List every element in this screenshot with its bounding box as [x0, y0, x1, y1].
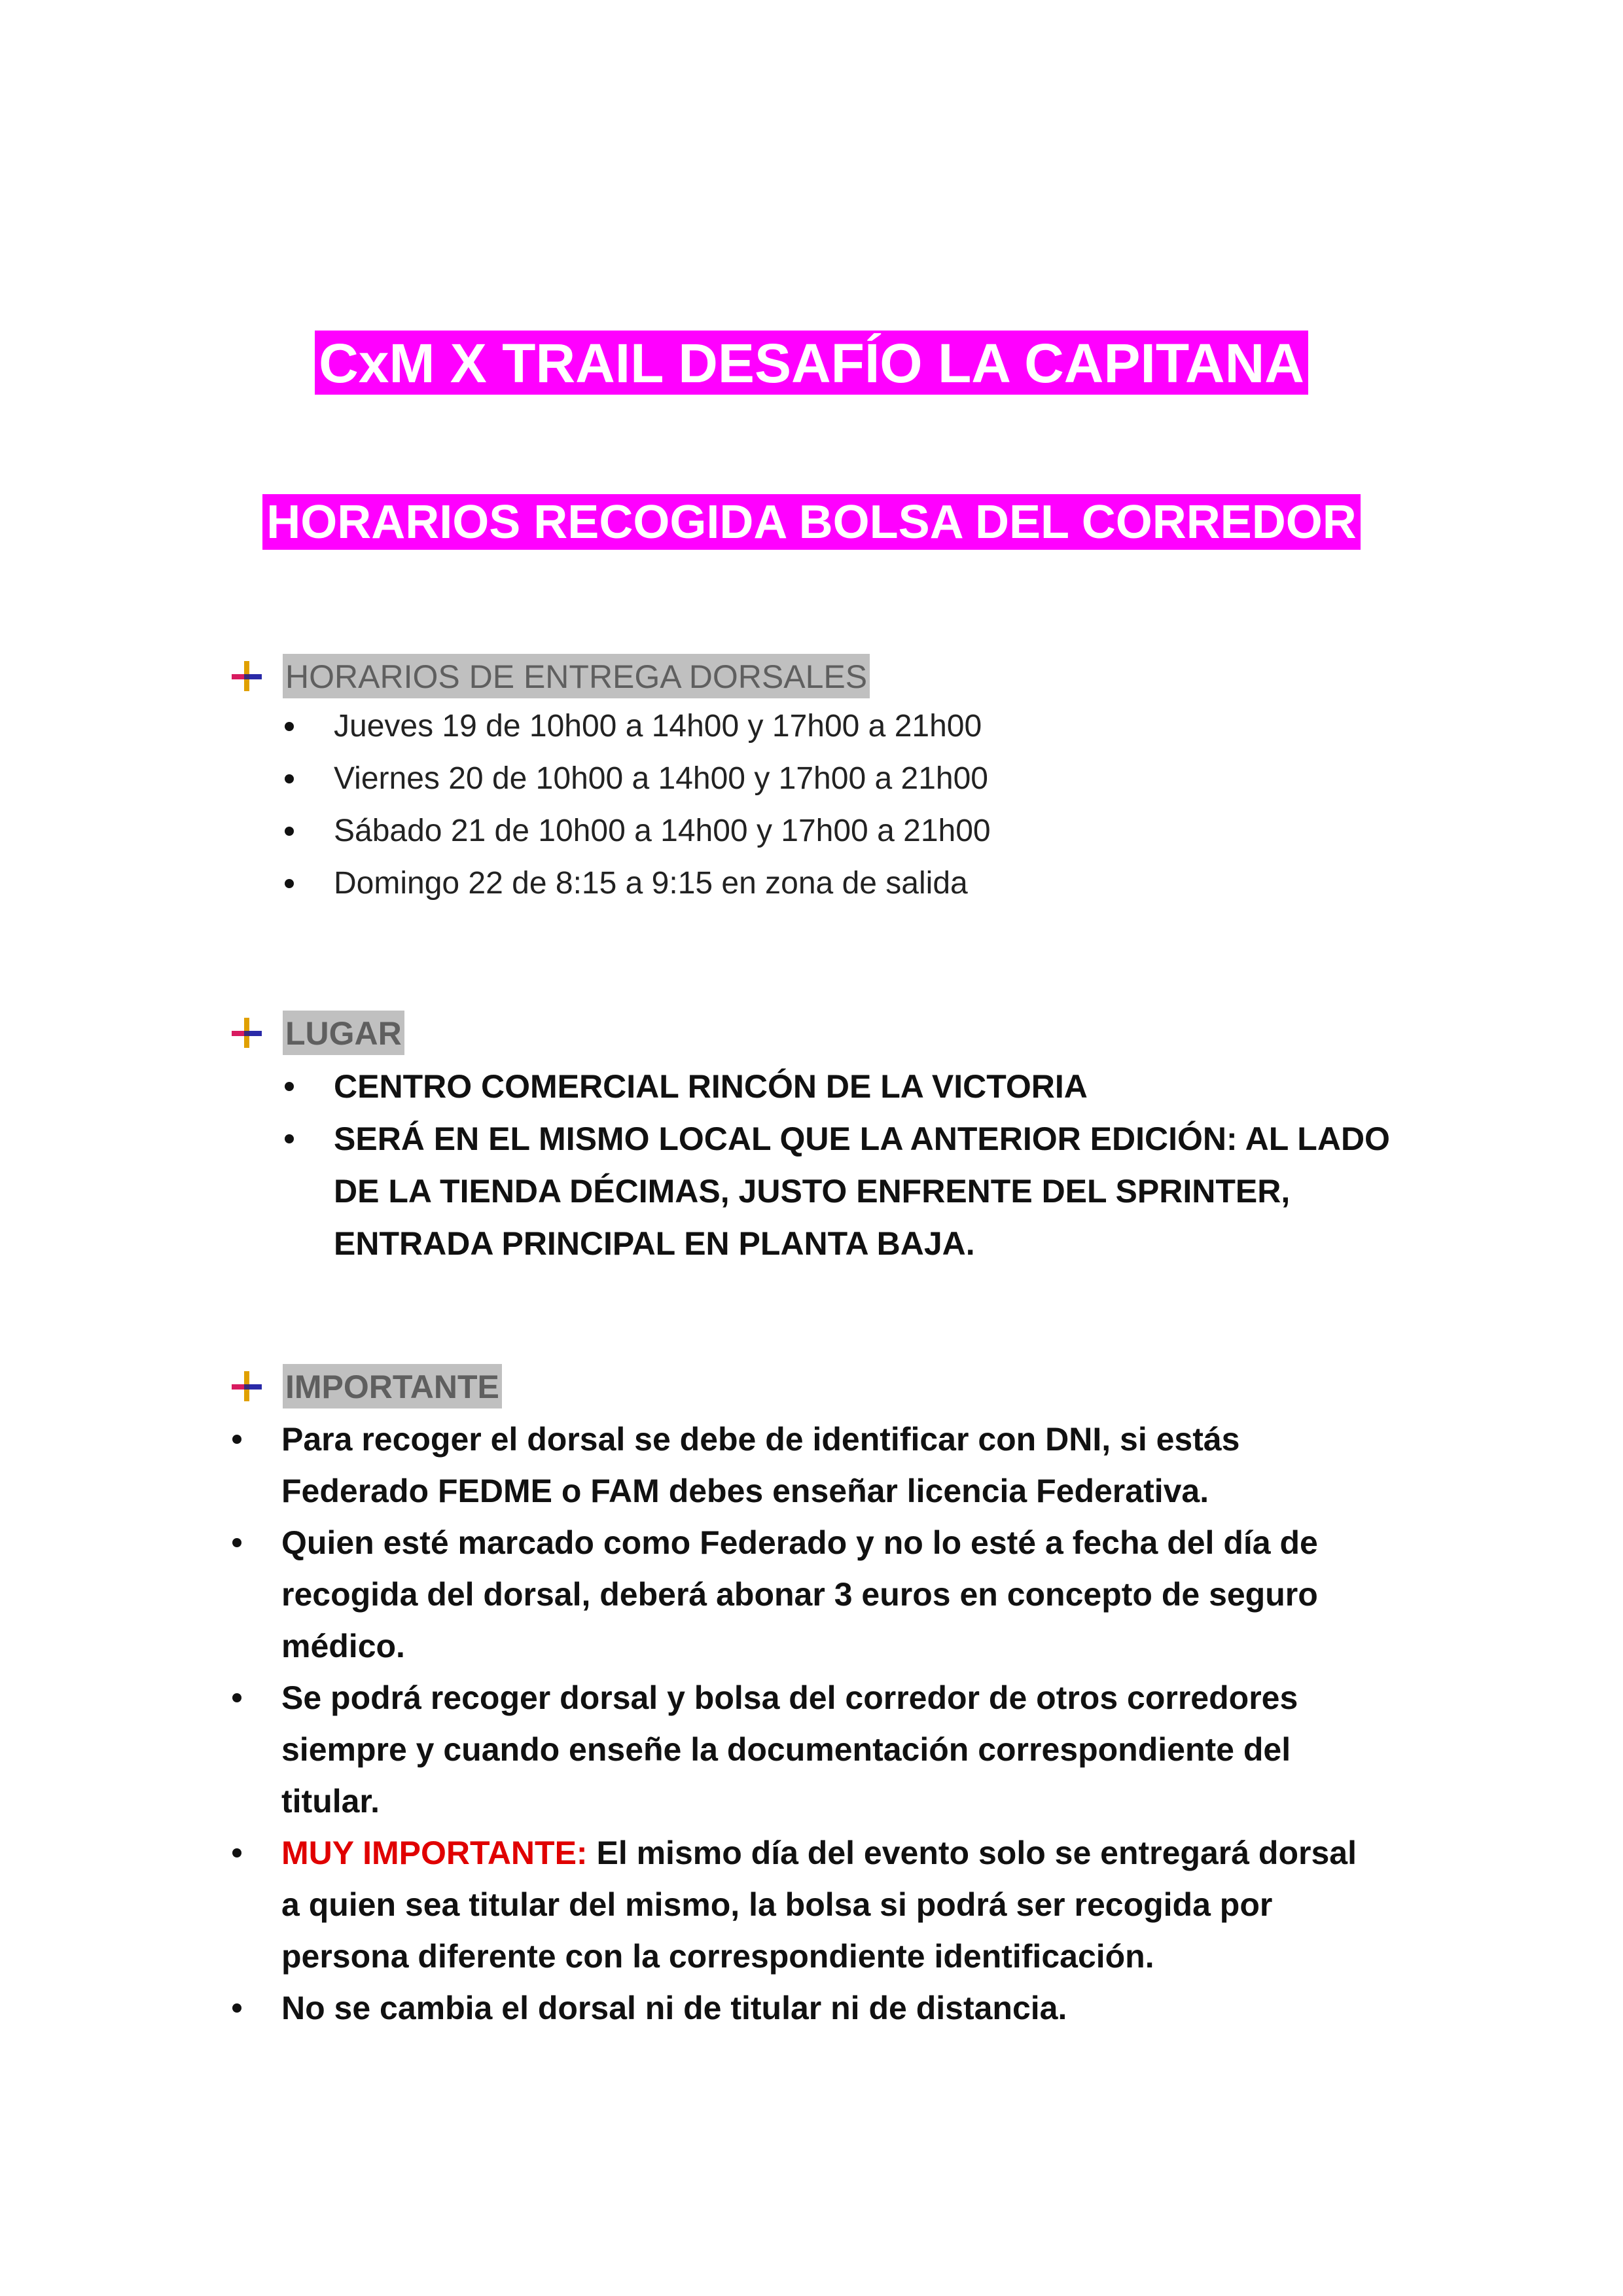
plus-bullet-icon [229, 1015, 264, 1050]
subtitle-block [0, 494, 1623, 550]
list-item: Para recoger el dorsal se debe de identificar con DNI, si estás Federado FEDME o FAM debes enseñar licencia Federativa. [232, 1414, 1357, 1517]
bullet-dot-icon [232, 1538, 241, 1547]
section-heading-important [229, 1361, 502, 1410]
list-item: No se cambia el dorsal ni de titular ni de distancia. [232, 1982, 1357, 2034]
bullet-dot-icon [285, 774, 294, 783]
list-item: SERÁ EN EL MISMO LOCAL QUE LA ANTERIOR EDICIÓN: AL LADO DE LA TIENDA DÉCIMAS, JUSTO ENFRENTE DEL SPRINTER, ENTRADA PRINCIPAL EN PLANTA BAJA. [285, 1113, 1390, 1270]
hours-list [285, 700, 991, 910]
section-heading-label: IMPORTANTE [283, 1364, 502, 1408]
list-item: MUY IMPORTANTE: El mismo día del evento solo se entregará dorsal a quien sea titular del mismo, la bolsa si podrá ser recogida por persona diferente con la correspondiente identificación. [232, 1827, 1357, 1982]
list-item: Domingo 22 de 8:15 a 9:15 en zona de salida [285, 857, 991, 910]
place-list [285, 1060, 1390, 1270]
section-heading-place [229, 1008, 404, 1057]
list-item: Se podrá recoger dorsal y bolsa del corredor de otros corredores siempre y cuando enseñe la documentación correspondiente del titular. [232, 1672, 1357, 1827]
bullet-dot-icon [232, 1693, 241, 1702]
title-block [0, 331, 1623, 395]
section-heading-label: HORARIOS DE ENTREGA DORSALES [283, 654, 870, 698]
page-title: CxM X TRAIL DESAFÍO LA CAPITANA [315, 331, 1308, 395]
plus-bullet-icon [229, 1369, 264, 1404]
bullet-dot-icon [285, 1082, 294, 1091]
bullet-dot-icon [285, 879, 294, 888]
bullet-dot-icon [232, 1848, 241, 1857]
bullet-dot-icon [285, 827, 294, 836]
bullet-dot-icon [285, 722, 294, 731]
section-heading-hours [229, 651, 870, 700]
section-heading-label: LUGAR [283, 1011, 404, 1055]
page-subtitle: HORARIOS RECOGIDA BOLSA DEL CORREDOR [262, 494, 1360, 550]
plus-bullet-icon [229, 658, 264, 694]
alert-label: MUY IMPORTANTE: [281, 1835, 588, 1871]
list-item: Sábado 21 de 10h00 a 14h00 y 17h00 a 21h00 [285, 805, 991, 857]
bullet-dot-icon [285, 1134, 294, 1143]
list-item: Jueves 19 de 10h00 a 14h00 y 17h00 a 21h00 [285, 700, 991, 753]
important-list [232, 1414, 1357, 2034]
bullet-dot-icon [232, 1435, 241, 1444]
bullet-dot-icon [232, 2003, 241, 2013]
list-item: CENTRO COMERCIAL RINCÓN DE LA VICTORIA [285, 1060, 1390, 1113]
list-item: Viernes 20 de 10h00 a 14h00 y 17h00 a 21h00 [285, 753, 991, 805]
list-item: Quien esté marcado como Federado y no lo esté a fecha del día de recogida del dorsal, deberá abonar 3 euros en concepto de seguro médico. [232, 1517, 1357, 1672]
